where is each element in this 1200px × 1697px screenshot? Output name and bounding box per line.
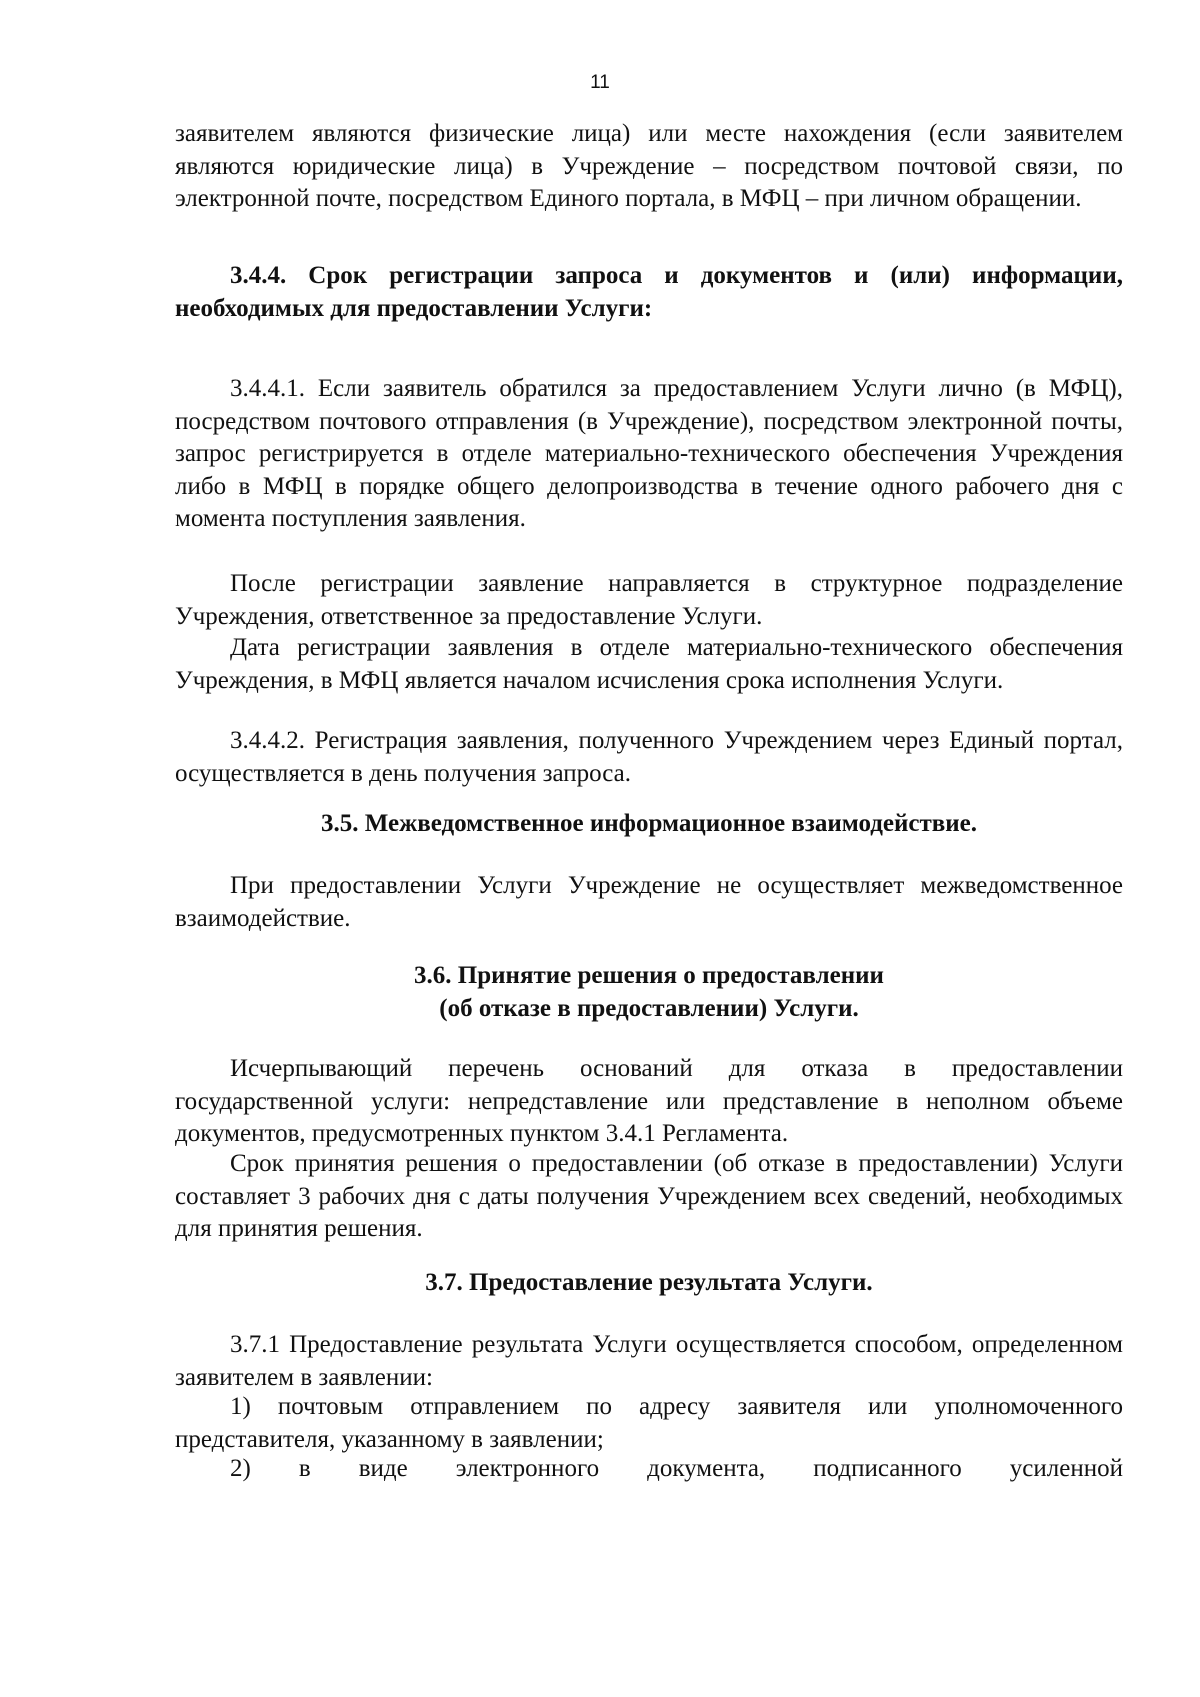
paragraph-3-7-1: 3.7.1 Предоставление результата Услуги осуществляется способом, определенном заявителем в заявлении: xyxy=(175,1331,1123,1391)
paragraph-registration-date: Дата регистрации заявления в отделе материально-технического обеспечения Учреждения, в МФЦ является началом исчисления срока исполнения Услуги. xyxy=(175,634,1123,694)
paragraph-3-6-term: Срок принятия решения о предоставлении (об отказе в предоставлении) Услуги составляет 3 рабочих дня с даты получения Учреждением всех сведений, необходимых для принятия решения. xyxy=(175,1150,1123,1242)
list-item-2: 2) в виде электронного документа, подписанного усиленной xyxy=(230,1455,1123,1482)
paragraph-3-5: При предоставлении Услуги Учреждение не осуществляет межведомственное взаимодействие. xyxy=(175,872,1123,932)
list-item-1: 1) почтовым отправлением по адресу заявителя или уполномоченного представителя, указанному в заявлении; xyxy=(175,1393,1123,1453)
heading-3-5: 3.5. Межведомственное информационное взаимодействие. xyxy=(321,810,977,837)
heading-3-4-4: 3.4.4. Срок регистрации запроса и документов и (или) информации, необходимых для предоставлении Услуги: xyxy=(175,262,1123,322)
heading-3-6 xyxy=(175,960,1123,1025)
paragraph-3-6-grounds: Исчерпывающий перечень оснований для отказа в предоставлении государственной услуги: непредставление или представление в неполном объеме документов, предусмотренных пунктом 3.4.1 Регламента. xyxy=(175,1055,1123,1147)
paragraph-3-4-4-1: 3.4.4.1. Если заявитель обратился за предоставлением Услуги лично (в МФЦ), посредством почтового отправления (в Учреждение), посредством электронной почты, запрос регистрируется в отделе материально-технического обеспечения Учреждения либо в МФЦ в порядке общего делопроизводства в течение одного рабочего дня с момента поступления заявления. xyxy=(175,375,1123,532)
heading-3-7: 3.7. Предоставление результата Услуги. xyxy=(425,1269,873,1296)
paragraph-intro: заявителем являются физические лица) или месте нахождения (если заявителем являются юридические лица) в Учреждение – посредством почтовой связи, по электронной почте, посредством Единого портала, в МФЦ – при личном обращении. xyxy=(175,120,1123,212)
heading-3-6-line-2: (об отказе в предоставлении) Услуги. xyxy=(439,994,859,1022)
paragraph-after-registration: После регистрации заявление направляется в структурное подразделение Учреждения, ответственное за предоставление Услуги. xyxy=(175,570,1123,630)
page-number: 11 xyxy=(590,72,610,93)
heading-3-6-line-1: 3.6. Принятие решения о предоставлении xyxy=(414,962,884,989)
paragraph-3-4-4-2: 3.4.4.2. Регистрация заявления, полученного Учреждением через Единый портал, осуществляется в день получения запроса. xyxy=(175,727,1123,787)
